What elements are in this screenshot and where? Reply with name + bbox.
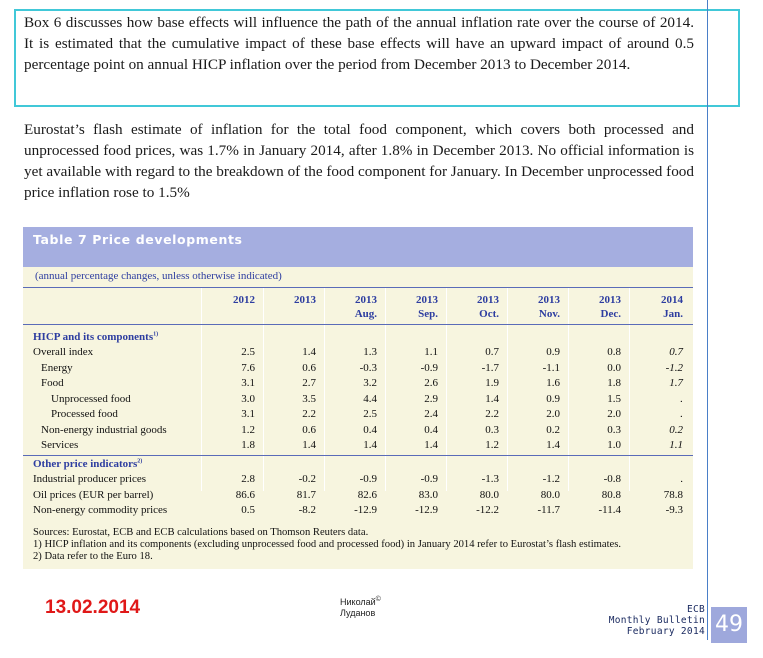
table-cell: 0.0 bbox=[607, 361, 621, 374]
table-cell: 81.7 bbox=[296, 488, 316, 501]
table-cell: 3.2 bbox=[363, 377, 377, 389]
column-separator bbox=[385, 287, 386, 491]
table-cell: 1.2 bbox=[485, 439, 499, 451]
footnote-ref: 2) bbox=[137, 458, 143, 465]
table-cell: 1.6 bbox=[546, 377, 560, 389]
section-title-hicp bbox=[33, 331, 158, 343]
table-sources bbox=[33, 527, 621, 563]
table-cell: 1.4 bbox=[424, 439, 438, 451]
table-cell: -0.9 bbox=[420, 361, 438, 374]
column-period: Sep. bbox=[418, 308, 438, 320]
table-cell: 1.4 bbox=[546, 439, 560, 451]
table-cell: 4.4 bbox=[363, 392, 377, 405]
table-cell: 2.5 bbox=[241, 346, 255, 358]
table-cell: 0.8 bbox=[607, 346, 621, 358]
table-cell: -1.7 bbox=[481, 361, 499, 374]
table-cell: -0.9 bbox=[420, 473, 438, 485]
table-cell: 3.1 bbox=[241, 377, 255, 389]
table-cell: -1.2 bbox=[665, 361, 683, 374]
section-label: HICP and its components bbox=[33, 331, 154, 343]
table-cell: 0.7 bbox=[485, 346, 499, 358]
table-cell: 1.1 bbox=[669, 439, 683, 451]
table-cell: 2.4 bbox=[424, 408, 438, 420]
column-separator bbox=[568, 287, 569, 491]
margin-rule bbox=[707, 0, 708, 640]
publication-name: Monthly Bulletin bbox=[608, 615, 705, 626]
row-label: Overall index bbox=[33, 346, 94, 358]
table-cell: . bbox=[680, 408, 683, 420]
table-cell: 78.8 bbox=[663, 488, 683, 501]
column-header bbox=[510, 293, 560, 321]
table-cell: -1.3 bbox=[481, 473, 499, 485]
table-cell: 0.6 bbox=[302, 361, 316, 374]
column-period: Jan. bbox=[663, 308, 683, 320]
row-label: Services bbox=[41, 439, 79, 451]
table-cell: -9.3 bbox=[665, 504, 683, 516]
sig-last-name: Луданов bbox=[340, 608, 376, 618]
table-cell: 86.6 bbox=[235, 488, 255, 501]
table-cell: -0.8 bbox=[603, 473, 621, 485]
publication-info bbox=[609, 604, 705, 637]
table-cell: 2.8 bbox=[241, 473, 255, 485]
column-header bbox=[388, 293, 438, 321]
column-period: Dec. bbox=[600, 308, 621, 320]
column-header bbox=[266, 293, 316, 307]
table-cell: 0.9 bbox=[546, 392, 560, 405]
table-cell: -12.9 bbox=[354, 504, 377, 516]
table-cell: 0.3 bbox=[485, 423, 499, 436]
table-cell: 7.6 bbox=[241, 361, 255, 374]
table-cell: -11.7 bbox=[537, 504, 560, 516]
table-cell: 1.8 bbox=[607, 377, 621, 389]
column-period: Aug. bbox=[354, 308, 377, 320]
table-cell: 3.0 bbox=[241, 392, 255, 405]
table-cell: 2.7 bbox=[302, 377, 316, 389]
table-cell: 0.4 bbox=[424, 423, 438, 436]
column-year: 2012 bbox=[233, 294, 255, 306]
table-cell: 3.1 bbox=[241, 408, 255, 420]
table-cell: 2.0 bbox=[546, 408, 560, 420]
section-title-other bbox=[33, 458, 142, 470]
column-year: 2013 bbox=[538, 294, 560, 306]
footnote-1: 1) HICP inflation and its components (excluding unprocessed food and processed food) in January 2014 refer to Eurostat’s flash estimates. bbox=[33, 539, 622, 550]
box6-paragraph: Box 6 discusses how base effects will influence the path of the annual inflation rate over the course of 2014. It is estimated that the cumulative impact of these base effects will have an upward impact of around 0.5 percentage point on annual HICP inflation over the period from December 2013 to December 2014. bbox=[24, 14, 694, 73]
header-rule-bottom bbox=[23, 324, 693, 325]
column-separator bbox=[201, 287, 202, 491]
table-cell: 0.2 bbox=[669, 423, 683, 436]
row-label: Non-energy commodity prices bbox=[33, 504, 168, 516]
table-cell: 80.0 bbox=[540, 488, 560, 501]
table-cell: 2.0 bbox=[607, 408, 621, 420]
table-cell: 83.0 bbox=[418, 488, 438, 501]
column-period: Nov. bbox=[538, 308, 560, 320]
table-cell: -8.2 bbox=[298, 504, 316, 516]
table-cell: -1.1 bbox=[542, 361, 560, 374]
table-cell: 0.2 bbox=[546, 423, 560, 436]
table-cell: 2.6 bbox=[424, 377, 438, 389]
row-label: Non-energy industrial goods bbox=[41, 423, 167, 436]
table-cell: 0.5 bbox=[241, 504, 255, 516]
column-separator bbox=[446, 287, 447, 491]
table-cell: 1.4 bbox=[302, 346, 316, 358]
table-cell: . bbox=[680, 473, 683, 485]
table-cell: -12.2 bbox=[476, 504, 499, 516]
column-separator bbox=[507, 287, 508, 491]
section-divider bbox=[23, 455, 693, 456]
column-year: 2013 bbox=[477, 294, 499, 306]
column-header bbox=[449, 293, 499, 321]
table-cell: 0.9 bbox=[546, 346, 560, 358]
table-cell: -0.9 bbox=[359, 473, 377, 485]
column-header bbox=[205, 293, 255, 307]
row-label: Processed food bbox=[51, 408, 118, 420]
table-cell: -12.9 bbox=[415, 504, 438, 516]
table-cell: 80.8 bbox=[601, 488, 621, 501]
body-paragraph: Eurostat’s flash estimate of inflation for the total food component, which covers both processed and unprocessed food prices, was 1.7% in January 2014, after 1.8% in December 2013. No official information is yet available with regard to the breakdown of the food component for January. In December unprocessed food price inflation rose to 1.5% bbox=[24, 121, 694, 201]
table-cell: 1.8 bbox=[241, 439, 255, 451]
table-cell: 1.4 bbox=[302, 439, 316, 451]
sig-first-name: Николай bbox=[340, 597, 376, 607]
table-cell: 2.2 bbox=[302, 408, 316, 420]
table-cell: -0.3 bbox=[359, 361, 377, 374]
table-cell: 2.9 bbox=[424, 392, 438, 405]
issue-date: February 2014 bbox=[626, 626, 705, 637]
page-number: 49 bbox=[711, 607, 747, 643]
table-cell: -11.4 bbox=[598, 504, 621, 516]
table-cell: 1.5 bbox=[607, 392, 621, 405]
table-cell: 1.0 bbox=[607, 439, 621, 451]
row-label: Oil prices (EUR per barrel) bbox=[33, 488, 154, 501]
table-cell: 1.7 bbox=[669, 377, 683, 389]
table-cell: 3.5 bbox=[302, 392, 316, 405]
price-table bbox=[23, 227, 693, 569]
table-cell: 0.3 bbox=[607, 423, 621, 436]
table-cell: -1.2 bbox=[542, 473, 560, 485]
footnote-ref: 1) bbox=[153, 331, 159, 338]
date-stamp: 13.02.2014 bbox=[45, 597, 141, 618]
table-cell: 1.9 bbox=[485, 377, 499, 389]
column-separator bbox=[629, 287, 630, 491]
row-label: Unprocessed food bbox=[51, 392, 131, 405]
column-year: 2013 bbox=[355, 294, 377, 306]
table-cell: 0.7 bbox=[669, 346, 683, 358]
table-cell: 1.4 bbox=[485, 392, 499, 405]
table-cell: 1.2 bbox=[241, 423, 255, 436]
table-cell: 82.6 bbox=[357, 488, 377, 501]
column-separator bbox=[263, 287, 264, 491]
table-cell: 80.0 bbox=[479, 488, 499, 501]
table-cell: . bbox=[680, 392, 683, 405]
column-year: 2013 bbox=[416, 294, 438, 306]
column-header bbox=[633, 293, 683, 321]
copyright-mark: © bbox=[375, 596, 381, 603]
column-separator bbox=[324, 287, 325, 491]
table-cell: -0.2 bbox=[298, 473, 316, 485]
table-title: Table 7 Price developments bbox=[33, 232, 243, 247]
row-label: Industrial producer prices bbox=[33, 473, 147, 485]
table-cell: 0.6 bbox=[302, 423, 316, 436]
column-year: 2013 bbox=[294, 294, 316, 306]
column-period: Oct. bbox=[479, 308, 499, 320]
column-header bbox=[327, 293, 377, 321]
author-signature bbox=[340, 594, 381, 619]
table-title-bar bbox=[23, 227, 693, 267]
sources-line: Sources: Eurostat, ECB and ECB calculations based on Thomson Reuters data. bbox=[33, 527, 369, 538]
table-cell: 1.1 bbox=[424, 346, 438, 358]
column-header bbox=[571, 293, 621, 321]
table-cell: 0.4 bbox=[363, 423, 377, 436]
row-label: Food bbox=[41, 377, 64, 389]
table-cell: 1.4 bbox=[363, 439, 377, 451]
header-rule-top bbox=[23, 287, 693, 288]
table-cell: 2.5 bbox=[363, 408, 377, 420]
column-year: 2014 bbox=[661, 294, 683, 306]
table-note: (annual percentage changes, unless otherwise indicated) bbox=[35, 270, 282, 282]
table-cell: 1.3 bbox=[363, 346, 377, 358]
footnote-2: 2) Data refer to the Euro 18. bbox=[33, 551, 153, 562]
section-label: Other price indicators bbox=[33, 458, 138, 470]
column-year: 2013 bbox=[599, 294, 621, 306]
table-cell: 2.2 bbox=[485, 408, 499, 420]
row-label: Energy bbox=[41, 361, 73, 374]
ecb-label: ECB bbox=[686, 604, 705, 615]
